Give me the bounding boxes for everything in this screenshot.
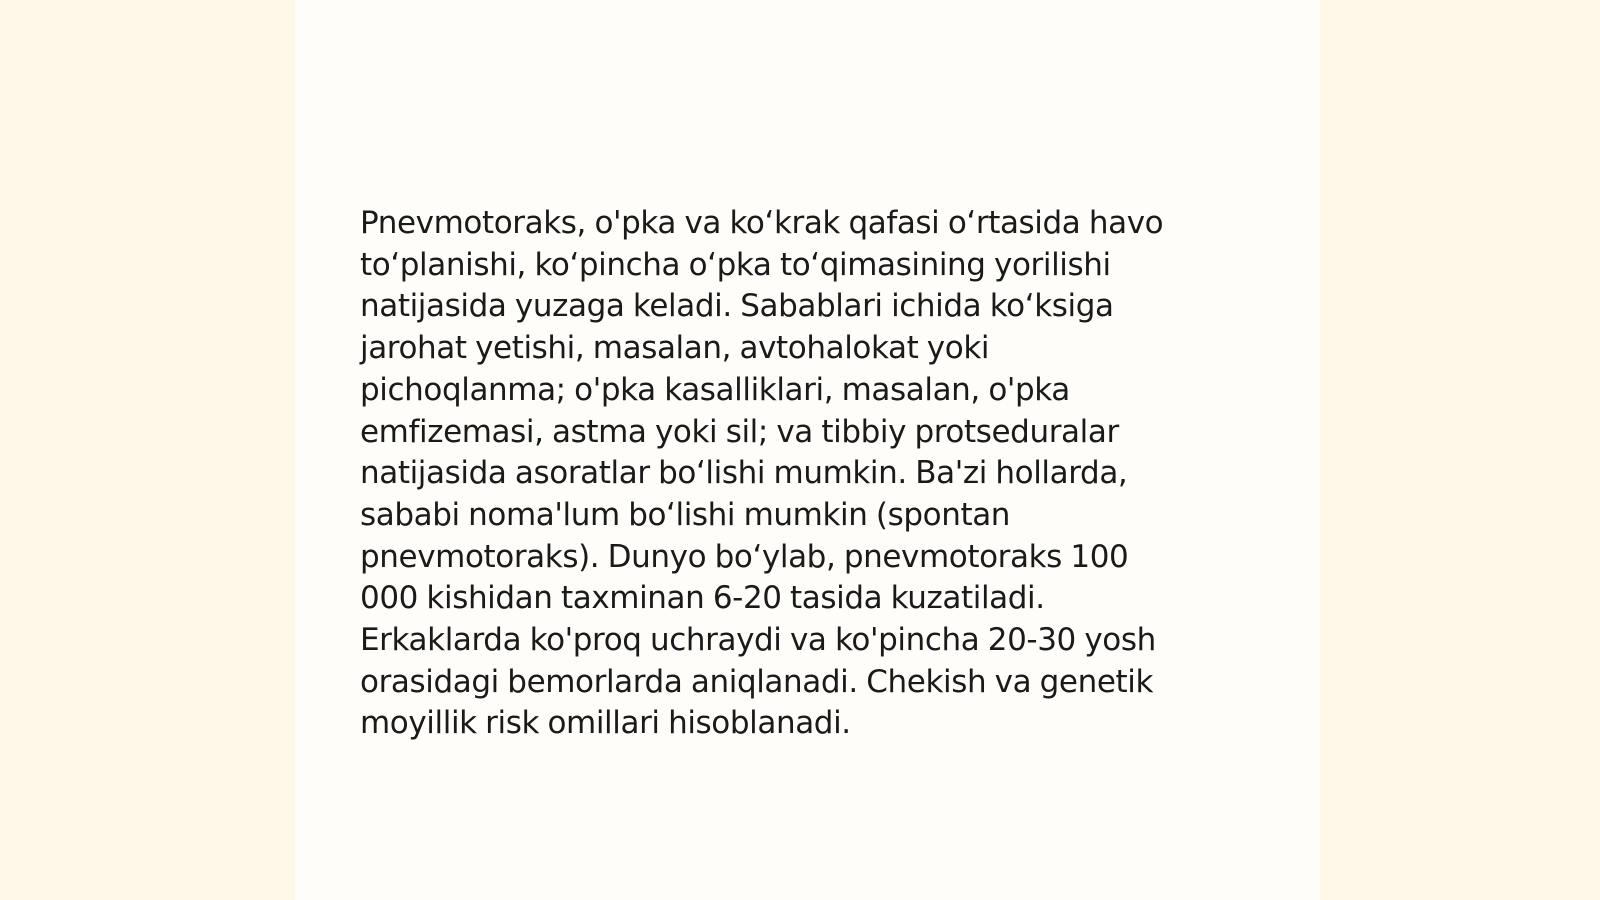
paragraph-line: pnevmotoraks). Dunyo boʻylab, pnevmotoraks 100 xyxy=(360,538,1129,575)
paragraph-line: toʻplanishi, koʻpincha oʻpka toʻqimasining yorilishi xyxy=(360,246,1111,283)
paragraph-line: natijasida asoratlar boʻlishi mumkin. Ba'zi hollarda, xyxy=(360,455,1128,492)
paragraph-line: 000 kishidan taxminan 6-20 tasida kuzatiladi. xyxy=(360,580,1045,617)
paragraph-line: Pnevmotoraks, o'pka va koʻkrak qafasi oʻrtasida havo xyxy=(360,205,1164,241)
paragraph-line: natijasida yuzaga keladi. Sabablari ichida koʻksiga xyxy=(360,288,1114,325)
paragraph-line: pichoqlanma; o'pka kasalliklari, masalan, o'pka xyxy=(360,371,1070,408)
paragraph-line: orasidagi bemorlarda aniqlanadi. Chekish va genetik xyxy=(360,663,1154,700)
paragraph-line: jarohat yetishi, masalan, avtohalokat yoki xyxy=(360,330,990,367)
paragraph-line: emfizemasi, astma yoki sil; va tibbiy protseduralar xyxy=(360,413,1119,450)
paragraph-line: moyillik risk omillari hisoblanadi. xyxy=(360,705,851,742)
paragraph-line: Erkaklarda ko'proq uchraydi va ko'pincha 20-30 yosh xyxy=(360,622,1156,659)
body-paragraph xyxy=(360,203,1220,745)
paragraph-line: sababi noma'lum boʻlishi mumkin (spontan xyxy=(360,496,1011,533)
